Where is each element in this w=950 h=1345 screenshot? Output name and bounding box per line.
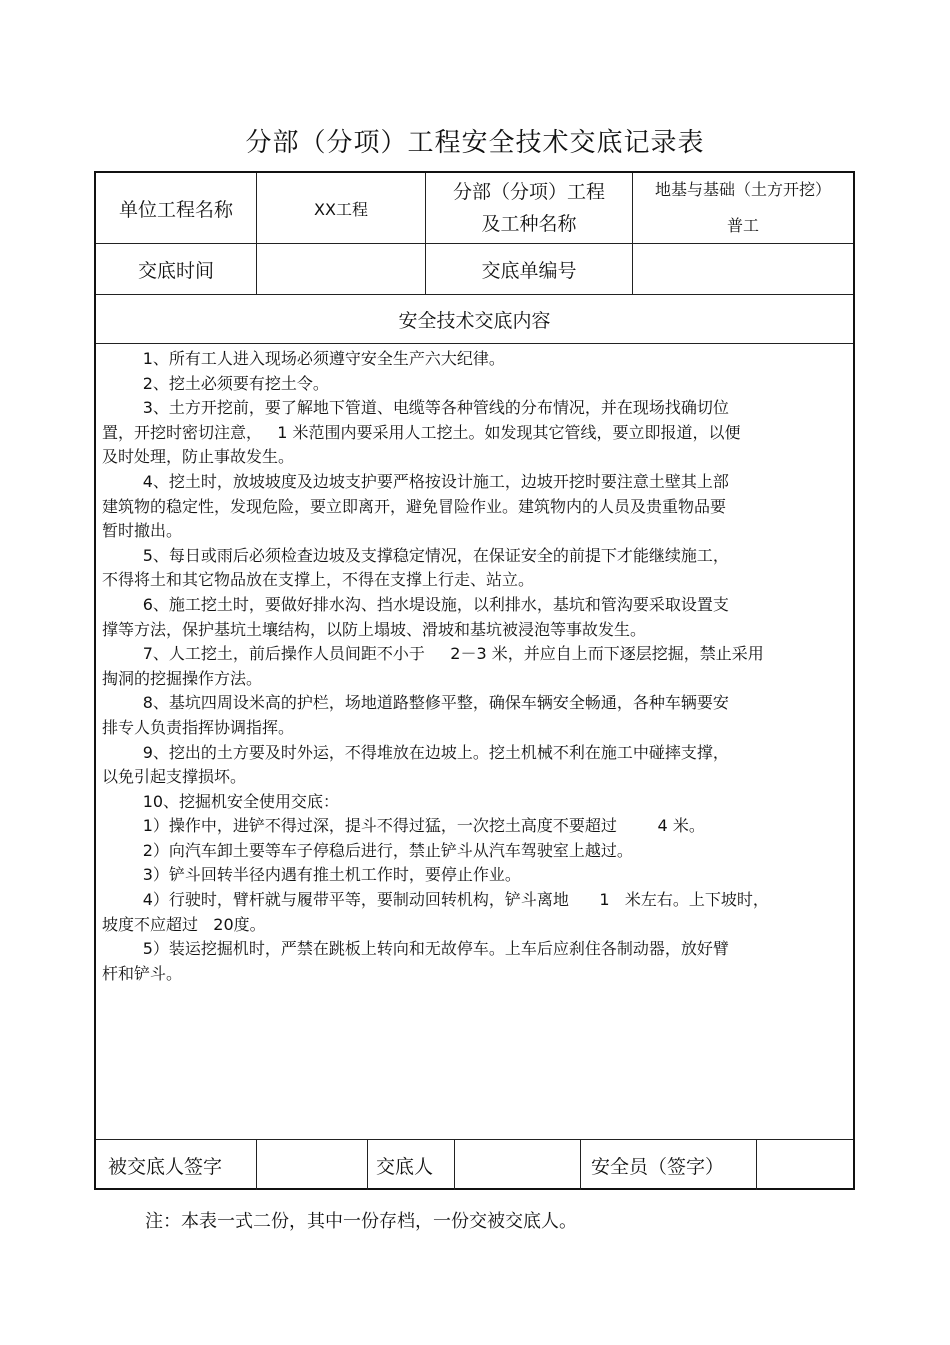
unit-project-label: 单位工程名称 xyxy=(118,198,233,221)
content-line: 3、土方开挖前，要了解地下管道、电缆等各种管线的分布情况，并在现场找确切位 xyxy=(102,398,729,418)
sub-project-value[interactable] xyxy=(633,173,853,243)
briefing-time-label: 交底时间 xyxy=(137,259,214,282)
sub-project-value-line1: 地基与基础（土方开挖） xyxy=(654,180,831,199)
content-line: 4）行驶时，臂杆就与履带平等，要制动回转机构，铲斗离地 1 米左右。上下坡时， xyxy=(102,890,769,910)
content-line: 杆和铲斗。 xyxy=(102,963,183,983)
form-title: 分部（分项）工程安全技术交底记录表 xyxy=(245,128,705,158)
content-line: 5）装运挖掘机时，严禁在跳板上转向和无故停车。上车后应刹住各制动器，放好臂 xyxy=(102,939,729,959)
presenter-field[interactable] xyxy=(455,1140,580,1190)
recipient-signature-label: 被交底人签字 xyxy=(108,1155,223,1178)
briefing-number-value[interactable] xyxy=(633,244,853,294)
sub-project-label-line2: 及工种名称 xyxy=(481,213,577,235)
content-line: 8、基坑四周设米高的护栏，场地道路整修平整，确保车辆安全畅通，各种车辆要安 xyxy=(102,693,729,713)
safety-officer-label: 安全员（签字） xyxy=(591,1155,725,1178)
content-line: 不得将土和其它物品放在支撑上，不得在支撑上行走、站立。 xyxy=(102,570,535,590)
content-line: 暂时撤出。 xyxy=(102,521,183,541)
section-title: 安全技术交底内容 xyxy=(398,309,551,332)
content-line: 5、每日或雨后必须检查边坡及支撑稳定情况，在保证安全的前提下才能继续施工， xyxy=(102,545,729,565)
content-line: 10、挖掘机安全使用交底： xyxy=(102,791,340,811)
content-line: 置，开挖时密切注意， 1 米范围内要采用人工挖土。如发现其它管线，要立即报道，以便 xyxy=(102,422,741,442)
content-line: 7、人工挖土，前后操作人员间距不小于 2－3 米，并应自上而下逐层挖掘，禁止采用 xyxy=(102,644,764,664)
recipient-signature-field[interactable] xyxy=(257,1140,367,1190)
briefing-content xyxy=(102,347,837,986)
content-line: 排专人负责指挥协调指挥。 xyxy=(102,717,295,737)
safety-officer-field[interactable] xyxy=(757,1140,853,1190)
content-line: 坡度不应超过 20度。 xyxy=(102,914,266,934)
content-line: 及时处理，防止事故发生。 xyxy=(102,447,295,467)
content-line: 1、所有工人进入现场必须遵守安全生产六大纪律。 xyxy=(102,349,505,368)
content-line: 撑等方法，保护基坑土壤结构，以防上塌坡、滑坡和基坑被浸泡等事故发生。 xyxy=(102,619,647,639)
content-line: 3）铲斗回转半径内遇有推土机工作时，要停止作业。 xyxy=(102,865,521,885)
row-divider xyxy=(96,343,853,344)
content-line: 建筑物的稳定性，发现危险，要立即离开，避免冒险作业。建筑物内的人员及贵重物品要 xyxy=(102,496,727,516)
content-line: 6、施工挖土时，要做好排水沟、挡水堤设施，以利排水，基坑和管沟要采取设置支 xyxy=(102,594,729,614)
content-line: 4、挖土时，放坡坡度及边坡支护要严格按设计施工，边坡开挖时要注意土壁其上部 xyxy=(102,471,729,491)
content-line: 1）操作中，进铲不得过深，提斗不得过猛，一次挖土高度不要超过 4 米。 xyxy=(102,816,705,836)
safety-briefing-form xyxy=(94,171,855,1190)
content-line: 2）向汽车卸土要等车子停稳后进行，禁止铲斗从汽车驾驶室上越过。 xyxy=(102,840,633,860)
sub-project-label-line1: 分部（分项）工程 xyxy=(452,181,605,203)
content-line: 2、挖土必须要有挖土令。 xyxy=(102,373,329,393)
briefing-number-label: 交底单编号 xyxy=(481,259,577,282)
content-line: 9、挖出的土方要及时外运，不得堆放在边坡上。挖土机械不利在施工中碰摔支撑， xyxy=(102,742,729,762)
unit-project-value[interactable]: XX工程 xyxy=(314,199,368,219)
sub-project-value-line2: 普工 xyxy=(726,216,759,235)
footnote: 注：本表一式二份，其中一份存档，一份交被交底人。 xyxy=(145,1211,577,1232)
briefing-time-value[interactable] xyxy=(257,244,425,294)
content-line: 掏洞的挖掘操作方法。 xyxy=(102,668,263,688)
sub-project-label xyxy=(426,173,632,243)
content-line: 以免引起支撑损坏。 xyxy=(102,767,247,787)
presenter-label: 交底人 xyxy=(376,1155,434,1178)
